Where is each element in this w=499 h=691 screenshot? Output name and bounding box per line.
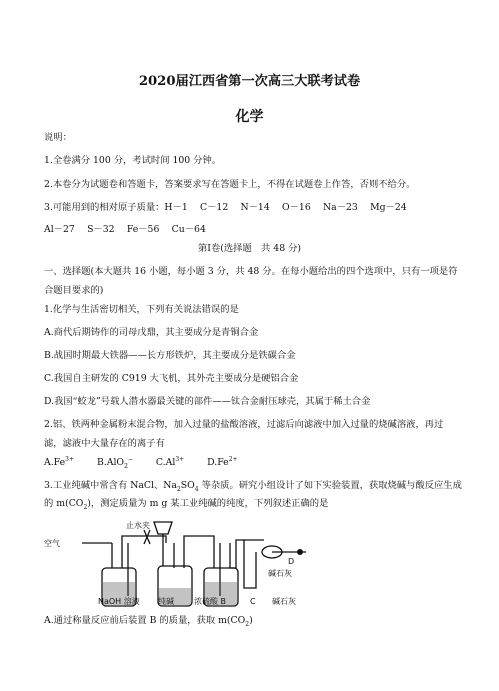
q3-stem-line1: 3.工业纯碱中常含有 NaCl、$Na_2SO_4$ 等杂质。研究小组设计了如下实验装置，获取烧碱与酸反应生成 — [44, 480, 462, 493]
label-air: 空气 — [44, 539, 60, 548]
q1-option-d: D.我国“蛟龙”号载人潜水器最关键的部件——钛合金耐压球壳，其属于稀土合金 — [44, 396, 371, 407]
q3-option-a: A.通过称量反应前后装置 B 的质量，获取 $m(CO_2)$ — [44, 615, 253, 628]
note-3: 3.可能用到的相对原子质量：H－1 C－12 N－14 O－16 Na－23 Mg－24 — [44, 202, 407, 213]
note-1: 1.全卷满分 100 分，考试时间 100 分钟。 — [44, 155, 222, 166]
label-naoh: NaOH 溶液 — [98, 597, 140, 606]
exam-title: 2020届江西省第一次高三大联考试卷 — [138, 74, 361, 89]
part1-instructions: 一、选择题(本大题共 16 小题，每小题 3 分，共 48 分。在每小题给出的四个选项中，只有一项是符合题目要求的) — [44, 266, 458, 296]
q2-option-d: $D.Fe^{2+}$ — [207, 455, 238, 468]
note-2: 2.本卷分为试题卷和答题卡，答案要求写在答题卡上，不得在试题卷上作答，否则不给分。 — [44, 179, 416, 190]
q1-option-b: B.战国时期最大铁器——长方形铁炉，其主要成分是铁碳合金 — [44, 350, 296, 361]
q2-options — [44, 456, 258, 469]
q1-option-a: A.商代后期铸作的司母戊鼎，其主要成分是青铜合金 — [44, 327, 259, 338]
label-stopcock: 止水夹 — [126, 521, 150, 530]
q1-option-c: C.我国自主研发的 C919 大飞机，其外壳主要成分是硬铝合金 — [44, 373, 299, 384]
q2-stem: 2.铝、铁两种金属粉末混合物，加入过量的盐酸溶液，过滤后向滤液中加入过量的烧碱溶液，再过滤，滤液中大量存在的离子有 — [44, 419, 444, 449]
q2-option-a: $A.Fe^{3+}$ — [44, 455, 74, 468]
note-4: Al－27 S－32 Fe－56 Cu－64 — [44, 224, 206, 235]
label-d: D — [288, 557, 295, 566]
q1-stem: 1.化学与生活密切相关，下列有关说法错误的是 — [44, 304, 239, 315]
label-lime-d: 碱石灰 — [268, 569, 292, 578]
label-lime-c: 碱石灰 — [272, 597, 296, 606]
label-c: C — [250, 597, 256, 606]
subject-title: 化学 — [235, 109, 264, 125]
label-soda: 纯碱 — [158, 597, 174, 606]
label-acid: 浓硫酸 B — [194, 597, 227, 606]
part1-heading: 第Ⅰ卷(选择题 共 48 分) — [197, 243, 302, 254]
notes-heading: 说明： — [44, 132, 72, 143]
q3-stem-line2: 的 $m(CO_2)$，测定质量为 m g 某工业纯碱的纯度，下列叙述正确的是 — [44, 498, 329, 511]
q2-option-b: B.AlO$_2$− — [96, 455, 133, 470]
q2-option-c: $C.Al^{3+}$ — [155, 455, 185, 468]
experiment-apparatus-diagram — [44, 518, 314, 610]
